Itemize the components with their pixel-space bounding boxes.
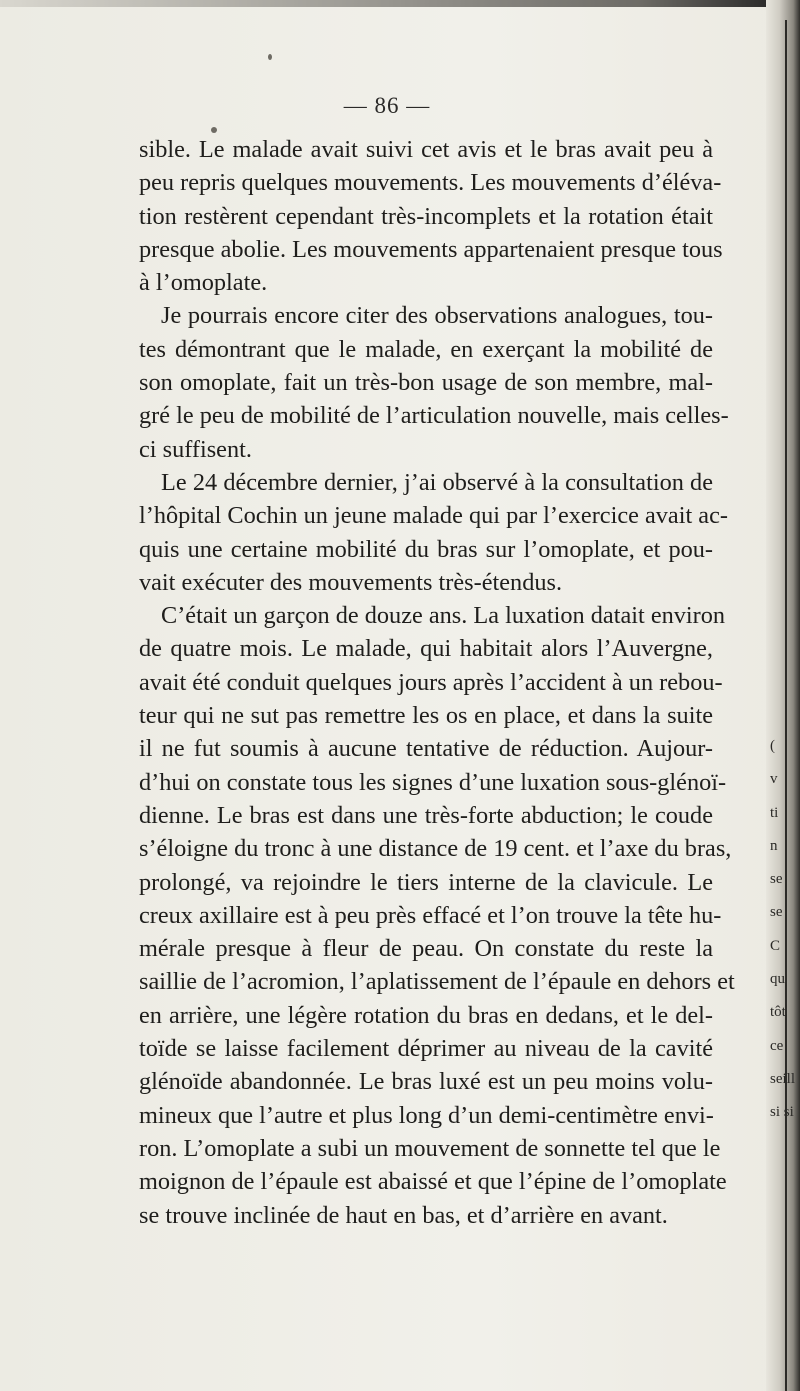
gutter-shadow-line (785, 20, 787, 1391)
text-line: ci suffisent. (139, 435, 252, 463)
text-line: Le 24 décembre dernier, j’ai observé à la consultation de (161, 468, 713, 496)
text-line: à l’omoplate. (139, 269, 268, 297)
text-line: se trouve inclinée de haut en bas, et d’arrière en avant. (139, 1201, 668, 1229)
margin-fragment: se (770, 904, 783, 921)
page-top-edge (0, 0, 800, 7)
text-line: ron. L’omoplate a subi un mouvement de sonnette tel que le (139, 1134, 721, 1162)
text-line: dienne. Le bras est dans une très-forte abduction; le coude (139, 801, 713, 829)
margin-fragment: ti (770, 804, 779, 821)
text-line: en arrière, une légère rotation du bras en dedans, et le del- (139, 1001, 713, 1029)
text-line: presque abolie. Les mouvements appartenaient presque tous (139, 235, 723, 263)
margin-fragment: qu (770, 971, 785, 988)
next-page-fragments (770, 730, 800, 1130)
text-line: il ne fut soumis à aucune tentative de réduction. Aujour- (139, 735, 713, 763)
text-line: avait été conduit quelques jours après l’accident à un rebou- (139, 668, 723, 696)
page-number-header: — 86 — (343, 93, 431, 118)
speck-mark (268, 54, 272, 60)
text-line: teur qui ne sut pas remettre les os en place, et dans la suite (139, 702, 713, 730)
text-line: peu repris quelques mouvements. Les mouvements d’éléva- (139, 169, 722, 197)
margin-fragment: C (770, 937, 781, 954)
margin-fragment: tôt (770, 1004, 786, 1021)
margin-fragment: n (770, 837, 778, 854)
text-line: sible. Le malade avait suivi cet avis et le bras avait peu à (139, 136, 713, 163)
text-line: prolongé, va rejoindre le tiers interne de la clavicule. Le (139, 868, 713, 896)
text-line: mineux que l’autre et plus long d’un demi-centimètre envi- (139, 1101, 714, 1129)
text-line: quis une certaine mobilité du bras sur l’omoplate, et pou- (139, 535, 713, 563)
text-line: C’était un garçon de douze ans. La luxation datait environ (161, 602, 726, 630)
text-line: toïde se laisse facilement déprimer au niveau de la cavité (139, 1035, 713, 1063)
text-line: Je pourrais encore citer des observations analogues, tou- (161, 302, 713, 330)
text-line: tes démontrant que le malade, en exerçant la mobilité de (139, 335, 713, 363)
text-line: tion restèrent cependant très-incomplets et la rotation était (139, 202, 713, 230)
margin-fragment: ce (770, 1037, 784, 1054)
text-line: de quatre mois. Le malade, qui habitait alors l’Auvergne, (139, 635, 713, 663)
text-line: l’hôpital Cochin un jeune malade qui par l’exercice avait ac- (139, 502, 728, 530)
text-line: d’hui on constate tous les signes d’une luxation sous-glénoï- (139, 768, 727, 796)
text-line: glénoïde abandonnée. Le bras luxé est un peu moins volu- (139, 1068, 713, 1096)
text-line: saillie de l’acromion, l’aplatissement de l’épaule en dehors et (139, 968, 735, 996)
text-line: son omoplate, fait un très-bon usage de son membre, mal- (139, 369, 713, 397)
text-line: vait exécuter des mouvements très-étendus. (139, 568, 563, 596)
body-text (139, 133, 735, 1232)
margin-fragment: se (770, 871, 783, 888)
margin-fragment: si si (770, 1104, 794, 1121)
book-gutter (766, 0, 800, 1391)
margin-fragment: ( (770, 738, 775, 754)
text-line: s’éloigne du tronc à une distance de 19 cent. et l’axe du bras, (139, 835, 732, 863)
text-line: gré le peu de mobilité de l’articulation nouvelle, mais celles- (139, 402, 729, 430)
text-line: mérale presque à fleur de peau. On constate du reste la (139, 935, 713, 963)
margin-fragment: v (770, 771, 778, 788)
margin-fragment: seill (770, 1070, 795, 1087)
text-line: moignon de l’épaule est abaissé et que l’épine de l’omoplate (139, 1168, 727, 1196)
text-line: creux axillaire est à peu près effacé et l’on trouve la tête hu- (139, 901, 722, 929)
